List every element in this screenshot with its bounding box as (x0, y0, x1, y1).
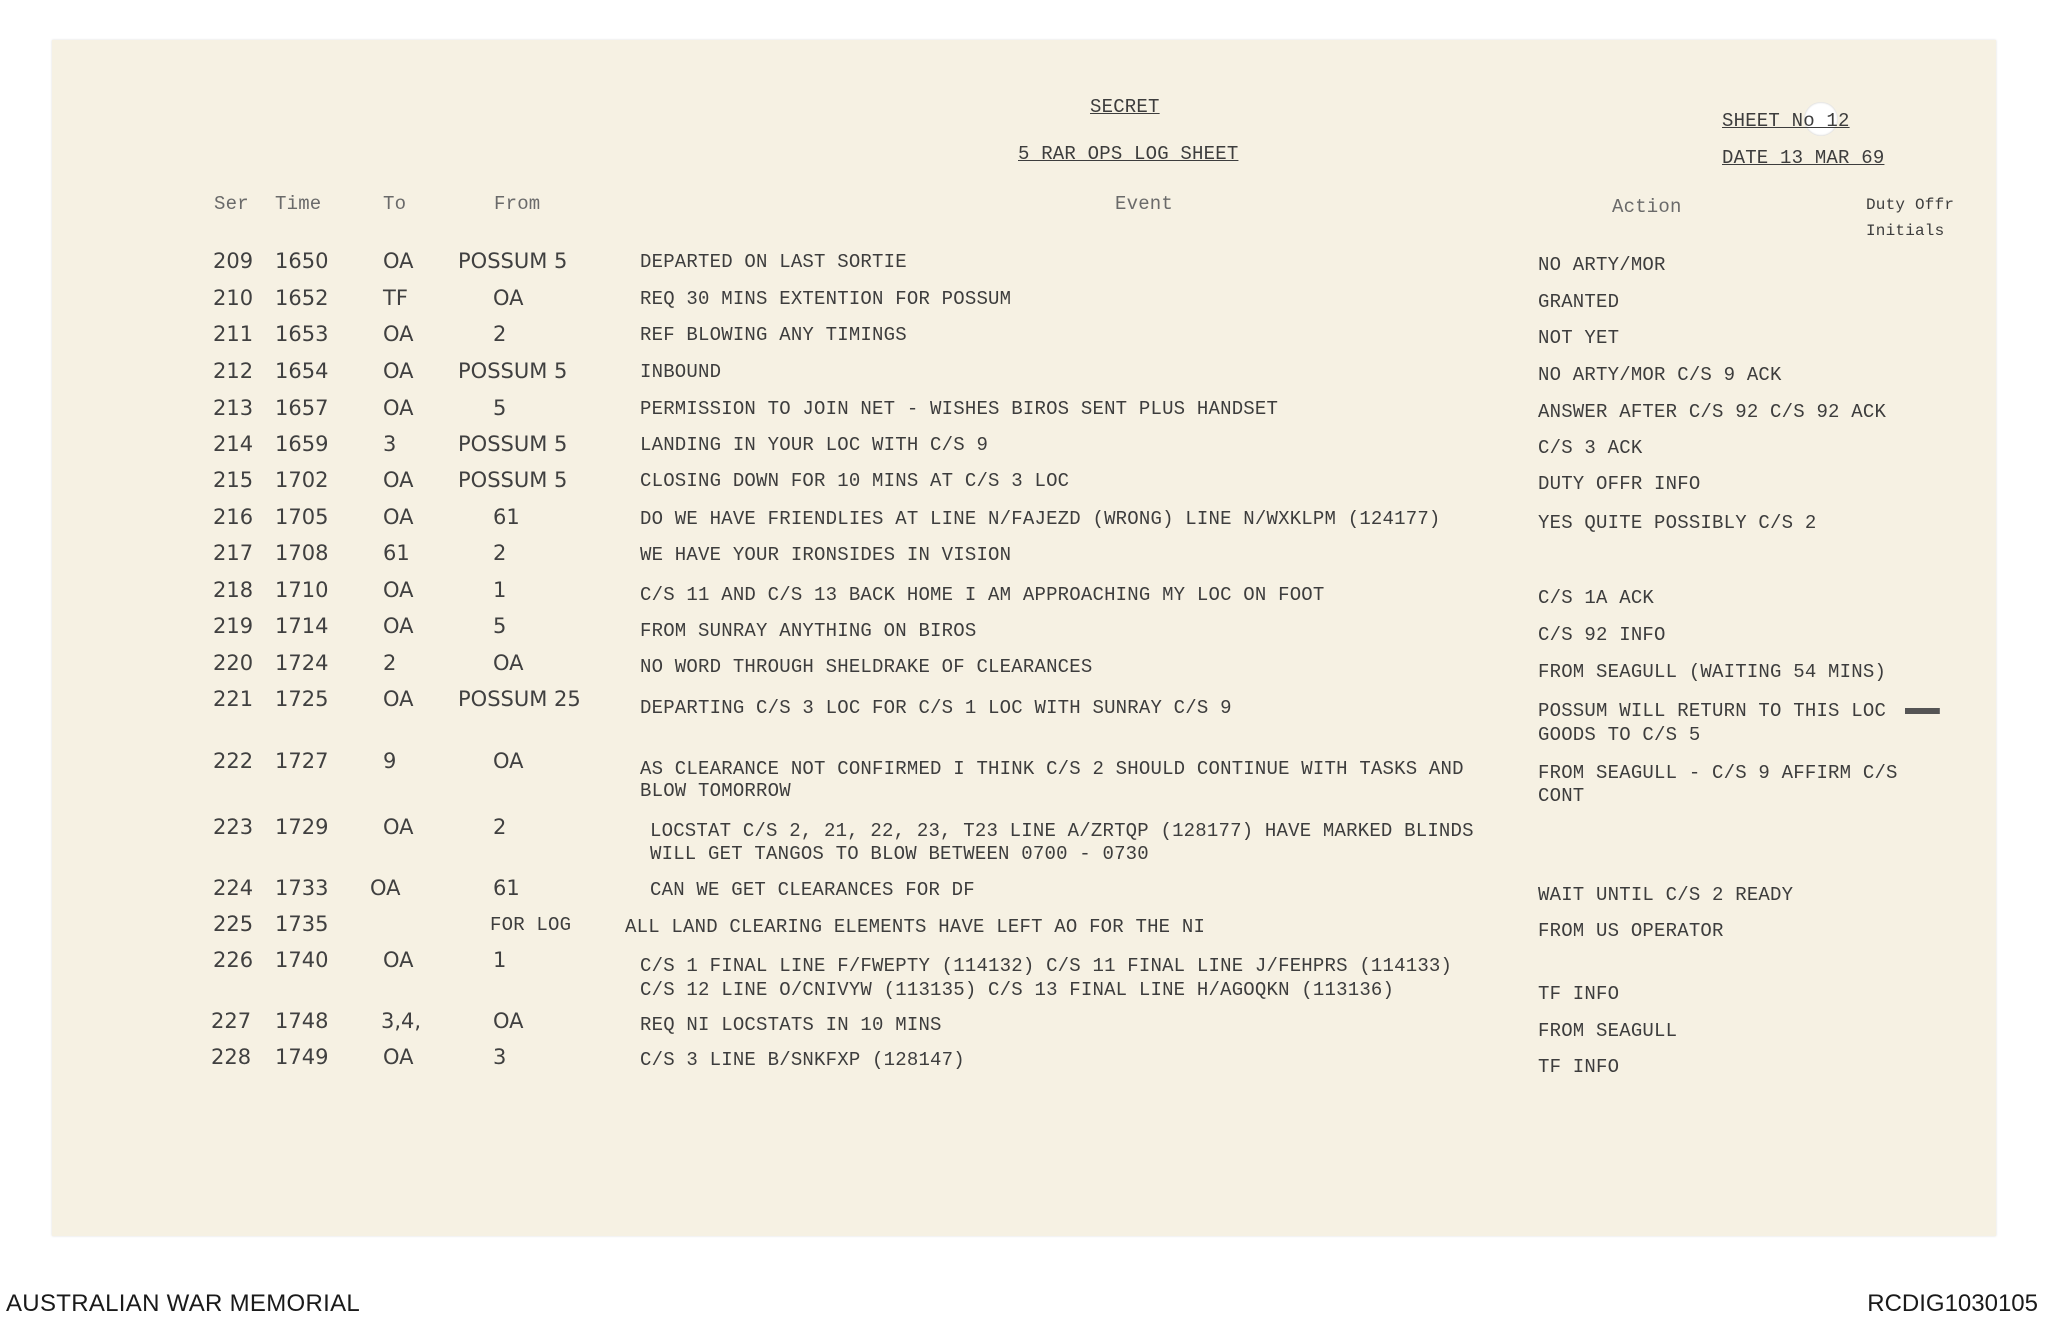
row-from: 3 (493, 1045, 507, 1069)
row-time: 1650 (275, 249, 329, 273)
archive-caption: AUSTRALIAN WAR MEMORIAL (6, 1290, 361, 1317)
row-to: 9 (383, 749, 397, 773)
row-to: 3,4, (381, 1009, 422, 1033)
row-to: OA (383, 687, 414, 711)
row-to: TF (383, 286, 408, 310)
row-ser: 223 (213, 815, 254, 839)
row-ser: 222 (213, 749, 254, 773)
row-event: CAN WE GET CLEARANCES FOR DF (650, 879, 975, 901)
row-from: 61 (493, 876, 520, 900)
row-from: 5 (493, 396, 507, 420)
col-header-to: To (383, 193, 407, 215)
sheet-number: SHEET No 12 (1722, 110, 1850, 132)
row-ser: 213 (213, 396, 254, 420)
row-action: NOT YET (1538, 327, 1620, 349)
row-from: 5 (493, 614, 507, 638)
row-time: 1702 (275, 468, 329, 492)
sheet-title: 5 RAR OPS LOG SHEET (1018, 143, 1239, 165)
row-ser: 214 (213, 432, 254, 456)
col-header-ser: Ser (214, 193, 249, 215)
col-header-duty-offr: Duty Offr (1866, 196, 1955, 214)
row-time: 1657 (275, 396, 329, 420)
row-ser: 218 (213, 578, 254, 602)
row-ser: 216 (213, 505, 254, 529)
row-from: 2 (493, 541, 507, 565)
row-event: FROM SUNRAY ANYTHING ON BIROS (640, 620, 977, 642)
row-event: DEPARTING C/S 3 LOC FOR C/S 1 LOC WITH SUNRAY C/S 9 (640, 697, 1232, 719)
row-to: OA (383, 1045, 414, 1069)
row-to: OA (383, 396, 414, 420)
row-ser: 226 (213, 948, 254, 972)
row-time: 1714 (275, 614, 329, 638)
row-event: C/S 11 AND C/S 13 BACK HOME I AM APPROACHING MY LOC ON FOOT (640, 584, 1325, 606)
row-time: 1729 (275, 815, 329, 839)
row-time: 1724 (275, 651, 329, 675)
row-action: POSSUM WILL RETURN TO THIS LOC (1538, 700, 1887, 722)
sheet-date: DATE 13 MAR 69 (1722, 147, 1885, 169)
row-to: 3 (383, 432, 397, 456)
record-id: RCDIG1030105 (1867, 1290, 2038, 1317)
col-header-time: Time (275, 193, 322, 215)
row-ser: 228 (211, 1045, 252, 1069)
row-to: 61 (383, 541, 410, 565)
row-event: DEPARTED ON LAST SORTIE (640, 251, 907, 273)
row-event-line2: WILL GET TANGOS TO BLOW BETWEEN 0700 - 0730 (650, 843, 1149, 865)
row-action: FROM US OPERATOR (1538, 920, 1724, 942)
row-event: LANDING IN YOUR LOC WITH C/S 9 (640, 434, 989, 456)
col-header-action: Action (1612, 196, 1682, 218)
row-event: ALL LAND CLEARING ELEMENTS HAVE LEFT AO FOR THE NI (625, 916, 1206, 938)
row-event: AS CLEARANCE NOT CONFIRMED I THINK C/S 2 SHOULD CONTINUE WITH TASKS AND (640, 758, 1464, 780)
log-sheet-paper (52, 40, 1996, 1236)
row-from: OA (493, 749, 524, 773)
row-action-line2: TF INFO (1538, 983, 1620, 1005)
row-time: 1710 (275, 578, 329, 602)
row-time: 1740 (275, 948, 329, 972)
row-action: TF INFO (1538, 1056, 1620, 1078)
row-to: OA (383, 468, 414, 492)
row-action: WAIT UNTIL C/S 2 READY (1538, 884, 1794, 906)
row-from: OA (493, 1009, 524, 1033)
row-to: OA (383, 948, 414, 972)
row-action-line2: GOODS TO C/S 5 (1538, 724, 1701, 746)
row-ser: 219 (213, 614, 254, 638)
row-time: 1748 (275, 1009, 329, 1033)
row-action: C/S 92 INFO (1538, 624, 1666, 646)
row-to: OA (383, 578, 414, 602)
row-time: 1749 (275, 1045, 329, 1069)
row-from: 1 (493, 948, 507, 972)
row-event: LOCSTAT C/S 2, 21, 22, 23, T23 LINE A/ZRTQP (128177) HAVE MARKED BLINDS (650, 820, 1474, 842)
row-time: 1727 (275, 749, 329, 773)
row-event: CLOSING DOWN FOR 10 MINS AT C/S 3 LOC (640, 470, 1070, 492)
row-event-line2: C/S 12 LINE O/CNIVYW (113135) C/S 13 FINAL LINE H/AGOQKN (113136) (640, 979, 1395, 1001)
row-ser: 209 (213, 249, 254, 273)
row-from: OA (493, 286, 524, 310)
row-from: POSSUM 5 (458, 359, 568, 383)
row-event-line2: BLOW TOMORROW (640, 780, 791, 802)
row-ser: 212 (213, 359, 254, 383)
row-action: C/S 3 ACK (1538, 437, 1643, 459)
row-action-line2: CONT (1538, 785, 1585, 807)
row-event: PERMISSION TO JOIN NET - WISHES BIROS SENT PLUS HANDSET (640, 398, 1279, 420)
row-action: DUTY OFFR INFO (1538, 473, 1701, 495)
row-from: 61 (493, 505, 520, 529)
col-header-from: From (494, 193, 541, 215)
row-from: 2 (493, 322, 507, 346)
row-action: FROM SEAGULL - C/S 9 AFFIRM C/S (1538, 762, 1898, 784)
row-from: FOR LOG (490, 914, 572, 936)
row-time: 1705 (275, 505, 329, 529)
row-from: OA (493, 651, 524, 675)
row-from: 2 (493, 815, 507, 839)
row-to: OA (383, 249, 414, 273)
row-event: INBOUND (640, 361, 722, 383)
row-time: 1735 (275, 912, 329, 936)
row-to: OA (383, 322, 414, 346)
row-from: POSSUM 5 (458, 249, 568, 273)
row-time: 1733 (275, 876, 329, 900)
row-action: GRANTED (1538, 291, 1620, 313)
row-from: 1 (493, 578, 507, 602)
row-ser: 224 (213, 876, 254, 900)
row-ser: 220 (213, 651, 254, 675)
row-to: OA (383, 614, 414, 638)
row-action: FROM SEAGULL (1538, 1020, 1678, 1042)
row-time: 1653 (275, 322, 329, 346)
row-to: OA (383, 815, 414, 839)
row-ser: 225 (213, 912, 254, 936)
row-to: OA (383, 505, 414, 529)
row-time: 1725 (275, 687, 329, 711)
row-event: REQ NI LOCSTATS IN 10 MINS (640, 1014, 942, 1036)
row-event: WE HAVE YOUR IRONSIDES IN VISION (640, 544, 1012, 566)
row-ser: 211 (213, 322, 254, 346)
row-event: C/S 3 LINE B/SNKFXP (128147) (640, 1049, 965, 1071)
row-ser: 215 (213, 468, 254, 492)
col-header-initials: Initials (1866, 222, 1945, 240)
row-event: NO WORD THROUGH SHELDRAKE OF CLEARANCES (640, 656, 1093, 678)
row-event: REQ 30 MINS EXTENTION FOR POSSUM (640, 288, 1012, 310)
row-ser: 221 (213, 687, 254, 711)
row-action: C/S 1A ACK (1538, 587, 1655, 609)
row-ser: 217 (213, 541, 254, 565)
row-from: POSSUM 5 (458, 468, 568, 492)
row-from: POSSUM 5 (458, 432, 568, 456)
row-action: NO ARTY/MOR (1538, 254, 1666, 276)
row-time: 1654 (275, 359, 329, 383)
row-to: 2 (383, 651, 397, 675)
row-action: NO ARTY/MOR C/S 9 ACK (1538, 364, 1782, 386)
row-to: OA (370, 876, 401, 900)
row-ser: 210 (213, 286, 254, 310)
row-event: REF BLOWING ANY TIMINGS (640, 324, 907, 346)
row-event: DO WE HAVE FRIENDLIES AT LINE N/FAJEZD (WRONG) LINE N/WXKLPM (124177) (640, 508, 1441, 530)
row-ser: 227 (211, 1009, 252, 1033)
redaction-mark (1905, 700, 1940, 722)
col-header-event: Event (1115, 193, 1174, 215)
row-event: C/S 1 FINAL LINE F/FWEPTY (114132) C/S 11 FINAL LINE J/FEHPRS (114133) (640, 955, 1453, 977)
row-action: YES QUITE POSSIBLY C/S 2 (1538, 512, 1817, 534)
row-time: 1652 (275, 286, 329, 310)
row-action: FROM SEAGULL (WAITING 54 MINS) (1538, 661, 1887, 683)
row-time: 1708 (275, 541, 329, 565)
row-to: OA (383, 359, 414, 383)
classification-heading: SECRET (1090, 96, 1160, 118)
row-from: POSSUM 25 (458, 687, 581, 711)
row-time: 1659 (275, 432, 329, 456)
row-action: ANSWER AFTER C/S 92 C/S 92 ACK (1538, 401, 1887, 423)
